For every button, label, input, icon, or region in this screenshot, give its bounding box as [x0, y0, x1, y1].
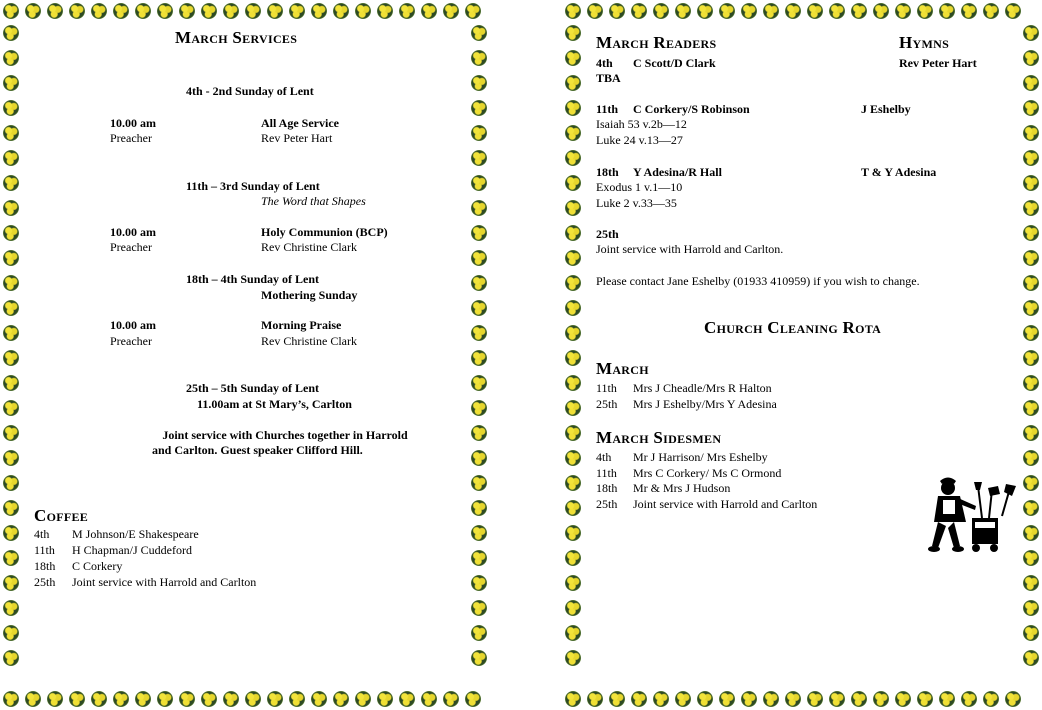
- services-heading: March Services: [175, 28, 298, 47]
- flower-icon: [0, 647, 22, 669]
- sidesmen-date: 11th: [596, 466, 617, 480]
- sidesmen-date: 25th: [596, 497, 618, 511]
- flower-icon: [242, 0, 264, 22]
- flower-icon: [264, 0, 286, 22]
- flower-icon: [352, 0, 374, 22]
- flower-icon: [650, 0, 672, 22]
- flower-icon: [562, 372, 584, 394]
- flower-border-right: [1020, 22, 1042, 688]
- flower-icon: [562, 622, 584, 644]
- flower-icon: [132, 0, 154, 22]
- flower-icon: [738, 0, 760, 22]
- flower-icon: [0, 122, 22, 144]
- flower-icon: [0, 322, 22, 344]
- flower-icon: [1020, 447, 1042, 469]
- flower-icon: [154, 688, 176, 710]
- flower-icon: [584, 0, 606, 22]
- preacher-name: Rev Christine Clark: [261, 334, 357, 348]
- flower-icon: [468, 647, 490, 669]
- coffee-name: H Chapman/J Cuddeford: [72, 543, 192, 557]
- cleaning-name: Mrs J Eshelby/Mrs Y Adesina: [633, 397, 777, 411]
- flower-icon: [562, 0, 584, 22]
- flower-icon: [892, 688, 914, 710]
- coffee-date: 4th: [34, 527, 50, 541]
- flower-icon: [0, 72, 22, 94]
- flower-icon: [1020, 597, 1042, 619]
- flower-icon: [0, 22, 22, 44]
- reading: TBA: [596, 71, 621, 85]
- flower-icon: [562, 97, 584, 119]
- service-time: 10.00 am: [110, 225, 156, 239]
- service-time: 10.00 am: [110, 116, 156, 130]
- flower-icon: [110, 0, 132, 22]
- flower-icon: [44, 0, 66, 22]
- cleaner-icon: [926, 476, 1018, 556]
- sidesmen-heading: March Sidesmen: [596, 428, 722, 447]
- flower-icon: [562, 222, 584, 244]
- flower-icon: [0, 247, 22, 269]
- coffee-name: C Corkery: [72, 559, 123, 573]
- flower-icon: [468, 422, 490, 444]
- flower-icon: [308, 0, 330, 22]
- flower-icon: [462, 688, 484, 710]
- flower-icon: [462, 0, 484, 22]
- flower-icon: [1020, 372, 1042, 394]
- cleaning-heading: Church Cleaning Rota: [704, 318, 882, 337]
- flower-icon: [1020, 322, 1042, 344]
- flower-icon: [958, 688, 980, 710]
- flower-icon: [0, 147, 22, 169]
- flower-border-bottom: [562, 688, 1042, 710]
- flower-icon: [22, 0, 44, 22]
- left-page: [0, 0, 490, 710]
- reader-date: 4th: [596, 56, 613, 70]
- flower-icon: [0, 172, 22, 194]
- flower-icon: [672, 688, 694, 710]
- flower-icon: [1020, 197, 1042, 219]
- flower-icon: [0, 688, 22, 710]
- flower-icon: [0, 472, 22, 494]
- flower-icon: [1020, 247, 1042, 269]
- flower-icon: [468, 197, 490, 219]
- flower-icon: [220, 0, 242, 22]
- flower-icon: [606, 688, 628, 710]
- flower-icon: [468, 272, 490, 294]
- flower-icon: [936, 0, 958, 22]
- flower-icon: [1020, 97, 1042, 119]
- flower-icon: [804, 0, 826, 22]
- flower-icon: [1020, 522, 1042, 544]
- cleaning-date: 11th: [596, 381, 617, 395]
- flower-icon: [562, 647, 584, 669]
- service-name: Morning Praise: [261, 318, 342, 332]
- flower-icon: [110, 688, 132, 710]
- flower-icon: [468, 497, 490, 519]
- flower-icon: [0, 197, 22, 219]
- flower-icon: [562, 422, 584, 444]
- flower-icon: [0, 622, 22, 644]
- flower-icon: [286, 0, 308, 22]
- sidesmen-name: Mr J Harrison/ Mrs Eshelby: [633, 450, 768, 464]
- flower-border-left: [0, 22, 22, 688]
- reader-names: C Scott/D Clark: [633, 56, 716, 70]
- flower-icon: [562, 272, 584, 294]
- flower-icon: [1020, 497, 1042, 519]
- flower-border-top: [0, 0, 490, 22]
- flower-icon: [0, 447, 22, 469]
- flower-icon: [1002, 688, 1024, 710]
- flower-icon: [562, 522, 584, 544]
- flower-icon: [826, 0, 848, 22]
- flower-icon: [440, 0, 462, 22]
- flower-icon: [132, 688, 154, 710]
- flower-border-bottom: [0, 688, 490, 710]
- flower-icon: [914, 688, 936, 710]
- flower-icon: [440, 688, 462, 710]
- flower-icon: [0, 297, 22, 319]
- reader-date: 18th: [596, 165, 619, 179]
- flower-icon: [468, 172, 490, 194]
- flower-icon: [562, 72, 584, 94]
- flower-icon: [672, 0, 694, 22]
- service-subtitle: Mothering Sunday: [261, 288, 358, 302]
- flower-icon: [562, 122, 584, 144]
- service-title: 25th – 5th Sunday of Lent: [186, 381, 320, 395]
- flower-icon: [468, 72, 490, 94]
- flower-icon: [562, 447, 584, 469]
- hymns-heading: Hymns: [899, 33, 950, 52]
- flower-icon: [468, 447, 490, 469]
- flower-icon: [264, 688, 286, 710]
- flower-icon: [826, 688, 848, 710]
- hymns-name: Rev Peter Hart: [899, 56, 977, 70]
- service-title: 18th – 4th Sunday of Lent: [186, 272, 320, 286]
- reading: Luke 24 v.13—27: [596, 133, 683, 147]
- flower-icon: [468, 147, 490, 169]
- flower-icon: [0, 347, 22, 369]
- service-time: 10.00 am: [110, 318, 156, 332]
- service-name: Holy Communion (BCP): [261, 225, 388, 239]
- flower-icon: [562, 297, 584, 319]
- flower-icon: [418, 688, 440, 710]
- flower-icon: [562, 22, 584, 44]
- flower-icon: [870, 688, 892, 710]
- flower-icon: [1020, 72, 1042, 94]
- flower-icon: [980, 688, 1002, 710]
- contact-note: Please contact Jane Eshelby (01933 410959) if you wish to change.: [596, 274, 920, 288]
- flower-icon: [628, 0, 650, 22]
- flower-icon: [396, 688, 418, 710]
- flower-icon: [562, 397, 584, 419]
- flower-icon: [468, 347, 490, 369]
- flower-icon: [1020, 572, 1042, 594]
- flower-icon: [468, 122, 490, 144]
- flower-icon: [562, 347, 584, 369]
- flower-icon: [418, 0, 440, 22]
- flower-icon: [562, 247, 584, 269]
- flower-icon: [0, 422, 22, 444]
- flower-icon: [914, 0, 936, 22]
- flower-icon: [936, 688, 958, 710]
- flower-icon: [628, 688, 650, 710]
- flower-icon: [1020, 422, 1042, 444]
- flower-icon: [1020, 172, 1042, 194]
- flower-icon: [468, 222, 490, 244]
- preacher-label: Preacher: [110, 240, 152, 254]
- flower-icon: [0, 47, 22, 69]
- preacher-name: Rev Christine Clark: [261, 240, 357, 254]
- flower-icon: [1020, 47, 1042, 69]
- flower-icon: [848, 0, 870, 22]
- flower-icon: [0, 97, 22, 119]
- flower-icon: [468, 322, 490, 344]
- flower-icon: [0, 222, 22, 244]
- flower-icon: [958, 0, 980, 22]
- flower-icon: [198, 688, 220, 710]
- flower-icon: [1020, 122, 1042, 144]
- coffee-name: Joint service with Harrold and Carlton: [72, 575, 257, 589]
- flower-icon: [330, 688, 352, 710]
- flower-icon: [980, 0, 1002, 22]
- flower-icon: [650, 688, 672, 710]
- flower-icon: [468, 572, 490, 594]
- flower-icon: [22, 688, 44, 710]
- flower-border-right: [468, 22, 490, 688]
- flower-icon: [0, 497, 22, 519]
- flower-icon: [760, 688, 782, 710]
- flower-icon: [562, 547, 584, 569]
- service-subtitle: 11.00am at St Mary’s, Carlton: [197, 397, 352, 411]
- flower-icon: [468, 522, 490, 544]
- flower-icon: [562, 47, 584, 69]
- flower-border-left: [562, 22, 584, 688]
- preacher-label: Preacher: [110, 131, 152, 145]
- flower-icon: [66, 688, 88, 710]
- flower-icon: [584, 688, 606, 710]
- flower-icon: [468, 47, 490, 69]
- flower-icon: [562, 497, 584, 519]
- flower-icon: [468, 372, 490, 394]
- reading: Luke 2 v.33—35: [596, 196, 677, 210]
- flower-icon: [1002, 0, 1024, 22]
- flower-icon: [1020, 147, 1042, 169]
- flower-icon: [782, 0, 804, 22]
- flower-icon: [374, 0, 396, 22]
- flower-icon: [760, 0, 782, 22]
- flower-icon: [716, 688, 738, 710]
- flower-icon: [468, 547, 490, 569]
- flower-icon: [0, 272, 22, 294]
- flower-icon: [1020, 547, 1042, 569]
- flower-icon: [44, 688, 66, 710]
- flower-icon: [374, 688, 396, 710]
- flower-icon: [606, 0, 628, 22]
- flower-icon: [1020, 22, 1042, 44]
- flower-icon: [1020, 647, 1042, 669]
- flower-icon: [1020, 297, 1042, 319]
- flower-icon: [694, 0, 716, 22]
- flower-icon: [198, 0, 220, 22]
- cleaning-name: Mrs J Cheadle/Mrs R Halton: [633, 381, 772, 395]
- flower-icon: [562, 472, 584, 494]
- sidesmen-date: 4th: [596, 450, 612, 464]
- sidesmen-name: Mrs C Corkery/ Ms C Ormond: [633, 466, 782, 480]
- reading: Exodus 1 v.1—10: [596, 180, 683, 194]
- reading: Isaiah 53 v.2b—12: [596, 117, 687, 131]
- flower-icon: [716, 0, 738, 22]
- flower-icon: [562, 597, 584, 619]
- flower-icon: [1020, 622, 1042, 644]
- reader-date: 25th: [596, 227, 619, 241]
- flower-icon: [694, 688, 716, 710]
- flower-icon: [562, 688, 584, 710]
- sidesmen-date: 18th: [596, 481, 618, 495]
- flower-icon: [468, 597, 490, 619]
- service-name: All Age Service: [261, 116, 339, 130]
- sidesmen-name: Joint service with Harrold and Carlton: [633, 497, 818, 511]
- coffee-date: 18th: [34, 559, 56, 573]
- hymns-name: J Eshelby: [861, 102, 911, 116]
- flower-icon: [468, 622, 490, 644]
- flower-icon: [220, 688, 242, 710]
- flower-icon: [88, 688, 110, 710]
- flower-icon: [286, 688, 308, 710]
- flower-icon: [1020, 472, 1042, 494]
- flower-icon: [562, 197, 584, 219]
- flower-icon: [562, 172, 584, 194]
- flower-icon: [468, 247, 490, 269]
- flower-icon: [308, 688, 330, 710]
- service-title: 4th - 2nd Sunday of Lent: [186, 84, 314, 98]
- service-note: and Carlton. Guest speaker Clifford Hill.: [152, 443, 363, 457]
- flower-icon: [154, 0, 176, 22]
- flower-icon: [396, 0, 418, 22]
- flower-icon: [176, 0, 198, 22]
- flower-icon: [782, 688, 804, 710]
- reader-date: 11th: [596, 102, 619, 116]
- sidesmen-name: Mr & Mrs J Hudson: [633, 481, 731, 495]
- flower-icon: [1020, 347, 1042, 369]
- flower-icon: [870, 0, 892, 22]
- flower-icon: [1020, 272, 1042, 294]
- flower-icon: [1020, 397, 1042, 419]
- flower-icon: [738, 688, 760, 710]
- flower-icon: [562, 572, 584, 594]
- service-subtitle: The Word that Shapes: [261, 194, 366, 208]
- flower-icon: [176, 688, 198, 710]
- service-title: 11th – 3rd Sunday of Lent: [186, 179, 320, 193]
- flower-icon: [0, 572, 22, 594]
- flower-icon: [0, 547, 22, 569]
- flower-icon: [848, 688, 870, 710]
- coffee-date: 25th: [34, 575, 56, 589]
- cleaning-subheading: March: [596, 359, 649, 378]
- preacher-label: Preacher: [110, 334, 152, 348]
- coffee-date: 11th: [34, 543, 55, 557]
- flower-icon: [468, 472, 490, 494]
- reader-names: Y Adesina/R Hall: [633, 165, 722, 179]
- flower-icon: [468, 397, 490, 419]
- flower-icon: [88, 0, 110, 22]
- flower-icon: [0, 522, 22, 544]
- flower-icon: [0, 372, 22, 394]
- flower-icon: [330, 0, 352, 22]
- service-note: Joint service with Churches together in Harrold: [162, 428, 408, 442]
- right-page: [562, 0, 1042, 710]
- preacher-name: Rev Peter Hart: [261, 131, 333, 145]
- coffee-name: M Johnson/E Shakespeare: [72, 527, 199, 541]
- reader-names: C Corkery/S Robinson: [633, 102, 750, 116]
- hymns-name: T & Y Adesina: [861, 165, 937, 179]
- flower-icon: [0, 397, 22, 419]
- flower-icon: [66, 0, 88, 22]
- flower-icon: [468, 97, 490, 119]
- flower-icon: [352, 688, 374, 710]
- flower-icon: [562, 322, 584, 344]
- flower-icon: [562, 147, 584, 169]
- flower-icon: [468, 22, 490, 44]
- flower-icon: [0, 0, 22, 22]
- flower-border-top: [562, 0, 1042, 22]
- cleaning-date: 25th: [596, 397, 618, 411]
- reader-note: Joint service with Harrold and Carlton.: [596, 242, 784, 256]
- readers-heading: March Readers: [596, 33, 717, 52]
- flower-icon: [1020, 222, 1042, 244]
- flower-icon: [468, 297, 490, 319]
- flower-icon: [242, 688, 264, 710]
- flower-icon: [804, 688, 826, 710]
- flower-icon: [892, 0, 914, 22]
- coffee-heading: Coffee: [34, 506, 89, 525]
- flower-icon: [0, 597, 22, 619]
